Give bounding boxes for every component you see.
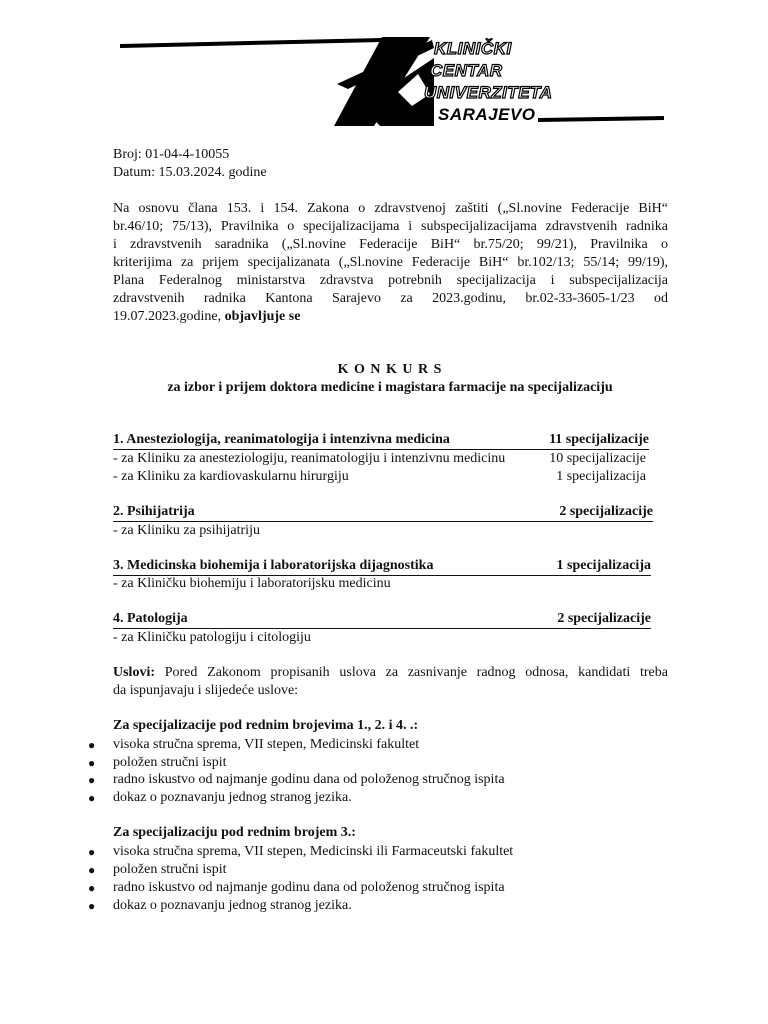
item-count: 10 specijalizacije [549, 451, 646, 466]
item-label: - za Kliniku za anesteziologiju, reanimatologiju i intenzivnu medicinu [113, 451, 506, 466]
bullet-icon: ● [88, 845, 96, 859]
bullet-icon: ● [88, 738, 96, 752]
logo [112, 34, 668, 130]
item-label: - za Kliniku za psihijatriju [113, 523, 260, 538]
group-2-heading: Za specijalizaciju pod rednim brojem 3.: [113, 825, 356, 840]
uslovi-label: Uslovi: [113, 665, 155, 680]
uslovi-text: Pored Zakonom propisanih uslova za zasnivanje radnog odnosa, kandidati treba [155, 665, 668, 680]
list-item: dokaz o poznavanju jednog stranog jezika. [113, 898, 352, 913]
intro-objavljuje: objavljuje se [224, 309, 301, 324]
list-item: položen stručni ispit [113, 755, 227, 770]
section-heading-count: 2 specijalizacije [559, 504, 653, 519]
section-heading-count: 2 specijalizacije [557, 611, 651, 626]
bullet-icon: ● [88, 899, 96, 913]
logo-line-4: SARAJEVO [438, 105, 536, 124]
bullet-icon: ● [88, 773, 96, 787]
list-item: položen stručni ispit [113, 862, 227, 877]
uslovi-line-1 [113, 664, 668, 682]
bullet-icon: ● [88, 756, 96, 770]
intro-line: Na osnovu člana 153. i 154. Zakona o zdravstvenoj zaštiti („Sl.novine Federacije BiH“ [113, 201, 668, 216]
section-3-heading [113, 557, 651, 576]
document-date: Datum: 15.03.2024. godine [113, 165, 267, 180]
section-2-heading [113, 503, 653, 522]
section-heading-count: 1 specijalizacija [556, 558, 651, 573]
logo-line-1: KLINIČKI [434, 39, 512, 58]
logo-graphic [112, 34, 668, 130]
section-1-item [113, 468, 646, 486]
section-heading-label: 2. Psihijatrija [113, 504, 195, 519]
section-heading-label: 1. Anesteziologija, reanimatologija i intenzivna medicina [113, 432, 450, 447]
item-count: 1 specijalizacija [556, 469, 646, 484]
list-item: dokaz o poznavanju jednog stranog jezika. [113, 790, 352, 805]
section-4-heading [113, 610, 651, 629]
item-label: - za Kliniku za kardiovaskularnu hirurgiju [113, 469, 349, 484]
section-heading-label: 3. Medicinska biohemija i laboratorijska dijagnostika [113, 558, 434, 573]
list-item: visoka stručna sprema, VII stepen, Medicinski ili Farmaceutski fakultet [113, 844, 514, 859]
logo-line-3: UNIVERZITETA [424, 83, 553, 102]
section-4-item [113, 629, 653, 647]
bullet-icon: ● [88, 791, 96, 805]
list-item: visoka stručna sprema, VII stepen, Medicinski fakultet [113, 737, 420, 752]
intro-line: zdravstvenih radnika Kantona Sarajevo za 2023.godinu, br.02-33-3605-1/23 od [113, 291, 668, 306]
section-2-item [113, 522, 653, 540]
section-3-item [113, 575, 653, 593]
intro-last-line [113, 308, 300, 326]
bullet-icon: ● [88, 881, 96, 895]
document-number: Broj: 01-04-4-10055 [113, 147, 230, 162]
bullet-icon: ● [88, 863, 96, 877]
section-1-heading [113, 431, 649, 450]
intro-last-text: 19.07.2023.godine, [113, 309, 225, 324]
konkurs-subtitle: za izbor i prijem doktora medicine i magistara farmacije na specijalizaciju [167, 380, 613, 395]
list-item: radno iskustvo od najmanje godinu dana od položenog stručnog ispita [113, 880, 505, 895]
section-heading-label: 4. Patologija [113, 611, 188, 626]
list-item: radno iskustvo od najmanje godinu dana od položenog stručnog ispita [113, 772, 505, 787]
item-label: - za Kliničku patologiju i citologiju [113, 630, 311, 645]
intro-line: br.46/10; 75/13), Pravilnika o specijalizacijama i subspecijalizacijama zdravstvenih radnika [113, 219, 668, 234]
intro-line: kriterijima za prijem specijalizanata („Sl.novine Federacije BiH“ br.102/13; 55/14; 99/19), [113, 255, 668, 270]
intro-line: Plana Federalnog ministarstva zdravstva potrebnih specijalizacija i subspecijalizacija [113, 273, 668, 288]
item-label: - za Kliničku biohemiju i laboratorijsku medicinu [113, 576, 391, 591]
section-1-item [113, 450, 646, 468]
group-1-heading: Za specijalizacije pod rednim brojevima 1., 2. i 4. .: [113, 718, 419, 733]
intro-line: i zdravstvenih saradnika („Sl.novine Federacije BiH“ br.75/20; 99/21), Pravilnika o [113, 237, 668, 252]
logo-line-2: CENTAR [430, 61, 503, 80]
section-heading-count: 11 specijalizacije [549, 432, 649, 447]
uslovi-line-2: da ispunjavaju i slijedeće uslove: [113, 683, 299, 698]
konkurs-title: K O N K U R S [337, 362, 443, 377]
